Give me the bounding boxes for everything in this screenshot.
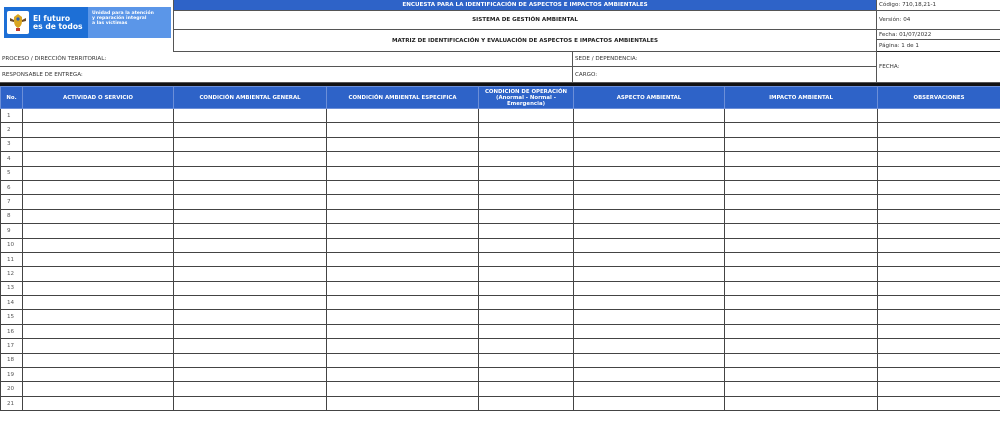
col-observations-cell[interactable]	[878, 368, 1000, 382]
table-row	[1, 281, 1000, 295]
col-activity-cell[interactable]	[23, 152, 174, 166]
table-row	[1, 180, 1000, 194]
row-number: 16	[1, 324, 23, 338]
col-environmental-aspect-cell[interactable]	[574, 209, 725, 223]
col-specific-condition-cell[interactable]	[327, 152, 479, 166]
table-row	[1, 152, 1000, 166]
col-observations-cell[interactable]	[878, 224, 1000, 238]
table-row	[1, 353, 1000, 367]
table-row	[1, 296, 1000, 310]
col-environmental-aspect-cell[interactable]	[574, 267, 725, 281]
col-operation-condition-cell[interactable]	[479, 324, 574, 338]
col-general-condition-cell[interactable]	[174, 224, 327, 238]
col-observations-cell[interactable]	[878, 339, 1000, 353]
document-code: Código: 710,18,21-1	[877, 0, 1000, 11]
col-specific-condition-cell[interactable]	[327, 137, 479, 151]
col-environmental-aspect-cell[interactable]	[574, 123, 725, 137]
col-environmental-impact-cell[interactable]	[725, 209, 878, 223]
row-number: 2	[1, 123, 23, 137]
col-general-condition-cell[interactable]	[174, 396, 327, 410]
row-number: 7	[1, 195, 23, 209]
col-operation-condition-cell[interactable]	[479, 166, 574, 180]
col-specific-condition-cell[interactable]	[327, 166, 479, 180]
col-activity-cell[interactable]	[23, 324, 174, 338]
logo-unit-block	[88, 7, 171, 38]
col-operation-condition-cell[interactable]	[479, 267, 574, 281]
col-environmental-impact-cell[interactable]	[725, 310, 878, 324]
row-number: 17	[1, 339, 23, 353]
col-environmental-impact-cell[interactable]	[725, 339, 878, 353]
row-number: 9	[1, 224, 23, 238]
col-environmental-aspect-cell[interactable]	[574, 166, 725, 180]
col-observations-cell[interactable]	[878, 382, 1000, 396]
col-activity-cell[interactable]	[23, 368, 174, 382]
sede-field[interactable]: SEDE / DEPENDENCIA:	[573, 52, 877, 67]
col-environmental-aspect-cell[interactable]	[574, 252, 725, 266]
col-environmental-impact-cell[interactable]	[725, 382, 878, 396]
col-observations-cell[interactable]	[878, 296, 1000, 310]
coat-of-arms-icon	[7, 11, 29, 34]
table-row	[1, 224, 1000, 238]
col-operation-condition-cell[interactable]	[479, 137, 574, 151]
logo-slogan	[33, 15, 83, 31]
col-general-condition-cell[interactable]	[174, 339, 327, 353]
table-row	[1, 123, 1000, 137]
col-environmental-impact-cell[interactable]	[725, 396, 878, 410]
col-operation-condition-cell[interactable]	[479, 396, 574, 410]
col-specific-condition-cell[interactable]	[327, 368, 479, 382]
col-environmental-impact-cell[interactable]	[725, 281, 878, 295]
table-row	[1, 339, 1000, 353]
col-environmental-aspect-cell[interactable]	[574, 324, 725, 338]
col-specific-condition-cell[interactable]	[327, 339, 479, 353]
col-observations-cell[interactable]	[878, 281, 1000, 295]
row-number: 5	[1, 166, 23, 180]
system-title: SISTEMA DE GESTIÓN AMBIENTAL	[173, 11, 877, 30]
table-row	[1, 238, 1000, 252]
col-general-condition-cell[interactable]	[174, 382, 327, 396]
col-environmental-aspect-cell[interactable]	[574, 195, 725, 209]
col-environmental-impact-cell[interactable]	[725, 224, 878, 238]
col-observations-cell[interactable]	[878, 195, 1000, 209]
row-number: 21	[1, 396, 23, 410]
col-general-condition-cell[interactable]	[174, 123, 327, 137]
col-activity-cell[interactable]	[23, 123, 174, 137]
row-number: 10	[1, 238, 23, 252]
col-environmental-aspect-cell[interactable]	[574, 296, 725, 310]
col-activity-cell[interactable]	[23, 267, 174, 281]
col-activity-header: ACTIVIDAD O SERVICIO	[23, 87, 174, 109]
col-observations-cell[interactable]	[878, 353, 1000, 367]
col-specific-condition-cell[interactable]	[327, 224, 479, 238]
row-number: 4	[1, 152, 23, 166]
col-environmental-impact-cell[interactable]	[725, 180, 878, 194]
col-environmental-aspect-cell[interactable]	[574, 353, 725, 367]
row-number: 13	[1, 281, 23, 295]
col-operation-condition-cell[interactable]	[479, 252, 574, 266]
col-environmental-aspect-cell[interactable]	[574, 310, 725, 324]
col-environmental-aspect-cell[interactable]	[574, 109, 725, 123]
logo-brand-block	[4, 7, 88, 38]
col-general-condition-cell[interactable]	[174, 109, 327, 123]
col-general-condition-cell[interactable]	[174, 152, 327, 166]
col-observations-cell[interactable]	[878, 180, 1000, 194]
col-activity-cell[interactable]	[23, 353, 174, 367]
col-observations-cell[interactable]	[878, 166, 1000, 180]
col-observations-cell[interactable]	[878, 137, 1000, 151]
table-row	[1, 382, 1000, 396]
col-environmental-impact-cell[interactable]	[725, 152, 878, 166]
col-operation-condition-cell[interactable]	[479, 224, 574, 238]
col-activity-cell[interactable]	[23, 209, 174, 223]
survey-title: ENCUESTA PARA LA IDENTIFICACIÓN DE ASPECTOS E IMPACTOS AMBIENTALES	[173, 0, 877, 11]
table-row	[1, 368, 1000, 382]
col-operation-condition-cell[interactable]	[479, 353, 574, 367]
table-row	[1, 137, 1000, 151]
col-number-header: No.	[1, 87, 23, 109]
col-specific-condition-cell[interactable]	[327, 296, 479, 310]
col-specific-condition-cell[interactable]	[327, 281, 479, 295]
info-block	[0, 52, 1000, 83]
table-row	[1, 252, 1000, 266]
col-observations-header: OBSERVACIONES	[878, 87, 1000, 109]
col-operation-condition-cell[interactable]	[479, 180, 574, 194]
col-activity-cell[interactable]	[23, 252, 174, 266]
col-activity-cell[interactable]	[23, 339, 174, 353]
col-general-condition-cell[interactable]	[174, 238, 327, 252]
col-environmental-impact-cell[interactable]	[725, 109, 878, 123]
col-observations-cell[interactable]	[878, 152, 1000, 166]
col-general-condition-cell[interactable]	[174, 324, 327, 338]
table-row	[1, 209, 1000, 223]
col-observations-cell[interactable]	[878, 238, 1000, 252]
logo-unit-line2: y reparación integral	[92, 16, 147, 22]
col-observations-cell[interactable]	[878, 310, 1000, 324]
col-environmental-impact-header: IMPACTO AMBIENTAL	[725, 87, 878, 109]
col-observations-cell[interactable]	[878, 396, 1000, 410]
col-specific-condition-cell[interactable]	[327, 396, 479, 410]
table-row	[1, 310, 1000, 324]
col-general-condition-cell[interactable]	[174, 281, 327, 295]
row-number: 11	[1, 252, 23, 266]
table-header-row	[1, 87, 1000, 109]
col-environmental-aspect-cell[interactable]	[574, 368, 725, 382]
document-version: Versión: 04	[877, 11, 1000, 30]
col-activity-cell[interactable]	[23, 224, 174, 238]
col-operation-condition-cell[interactable]	[479, 382, 574, 396]
col-general-condition-header: CONDICIÓN AMBIENTAL GENERAL	[174, 87, 327, 109]
fecha-field[interactable]: FECHA:	[877, 52, 1000, 83]
col-general-condition-cell[interactable]	[174, 166, 327, 180]
col-environmental-aspect-cell[interactable]	[574, 339, 725, 353]
col-general-condition-cell[interactable]	[174, 137, 327, 151]
col-general-condition-cell[interactable]	[174, 368, 327, 382]
col-general-condition-cell[interactable]	[174, 209, 327, 223]
col-general-condition-cell[interactable]	[174, 267, 327, 281]
col-operation-condition-header: CONDICION DE OPERACIÓN (Anormal - Normal - Emergencia)	[479, 87, 574, 109]
col-operation-condition-cell[interactable]	[479, 209, 574, 223]
col-operation-condition-cell[interactable]	[479, 310, 574, 324]
col-environmental-aspect-cell[interactable]	[574, 396, 725, 410]
col-specific-condition-cell[interactable]	[327, 267, 479, 281]
row-number: 1	[1, 109, 23, 123]
col-general-condition-cell[interactable]	[174, 310, 327, 324]
col-environmental-impact-cell[interactable]	[725, 137, 878, 151]
col-specific-condition-header: CONDICIÓN AMBIENTAL ESPECIFICA	[327, 87, 479, 109]
table-body	[1, 109, 1000, 411]
table-row	[1, 267, 1000, 281]
row-number: 8	[1, 209, 23, 223]
col-operation-condition-cell[interactable]	[479, 123, 574, 137]
col-specific-condition-cell[interactable]	[327, 382, 479, 396]
col-specific-condition-cell[interactable]	[327, 195, 479, 209]
cargo-field[interactable]: CARGO:	[573, 67, 877, 83]
col-activity-cell[interactable]	[23, 109, 174, 123]
row-number: 6	[1, 180, 23, 194]
responsable-field[interactable]: RESPONSABLE DE ENTREGA:	[0, 67, 573, 83]
col-environmental-impact-cell[interactable]	[725, 296, 878, 310]
col-environmental-impact-cell[interactable]	[725, 238, 878, 252]
table-row	[1, 324, 1000, 338]
col-specific-condition-cell[interactable]	[327, 109, 479, 123]
col-environmental-aspect-cell[interactable]	[574, 238, 725, 252]
logo-slogan-line1: El futuro	[33, 13, 71, 23]
col-specific-condition-cell[interactable]	[327, 310, 479, 324]
col-specific-condition-cell[interactable]	[327, 123, 479, 137]
row-number: 3	[1, 137, 23, 151]
matrix-title: MATRIZ DE IDENTIFICACIÓN Y EVALUACIÓN DE ASPECTOS E IMPACTOS AMBIENTALES	[173, 30, 877, 52]
col-specific-condition-cell[interactable]	[327, 353, 479, 367]
logo-unit-line1: Unidad para la atención	[92, 11, 154, 16]
col-observations-cell[interactable]	[878, 252, 1000, 266]
row-number: 19	[1, 368, 23, 382]
col-operation-condition-cell[interactable]	[479, 296, 574, 310]
col-operation-condition-cell[interactable]	[479, 368, 574, 382]
col-environmental-impact-cell[interactable]	[725, 267, 878, 281]
table-row	[1, 396, 1000, 410]
col-environmental-aspect-header: ASPECTO AMBIENTAL	[574, 87, 725, 109]
logo-slogan-line2: es de todos	[33, 21, 83, 31]
row-number: 20	[1, 382, 23, 396]
col-activity-cell[interactable]	[23, 382, 174, 396]
col-activity-cell[interactable]	[23, 195, 174, 209]
logo-unit-line3: a las víctimas	[92, 21, 128, 27]
col-operation-condition-cell[interactable]	[479, 281, 574, 295]
col-observations-cell[interactable]	[878, 109, 1000, 123]
col-specific-condition-cell[interactable]	[327, 252, 479, 266]
col-activity-cell[interactable]	[23, 296, 174, 310]
col-general-condition-cell[interactable]	[174, 296, 327, 310]
col-general-condition-cell[interactable]	[174, 252, 327, 266]
col-environmental-impact-cell[interactable]	[725, 353, 878, 367]
col-activity-cell[interactable]	[23, 396, 174, 410]
col-environmental-aspect-cell[interactable]	[574, 137, 725, 151]
col-general-condition-cell[interactable]	[174, 180, 327, 194]
col-environmental-aspect-cell[interactable]	[574, 382, 725, 396]
col-environmental-aspect-cell[interactable]	[574, 281, 725, 295]
table-row	[1, 166, 1000, 180]
row-number: 12	[1, 267, 23, 281]
col-environmental-impact-cell[interactable]	[725, 195, 878, 209]
col-specific-condition-cell[interactable]	[327, 324, 479, 338]
table-row	[1, 195, 1000, 209]
col-activity-cell[interactable]	[23, 137, 174, 151]
col-environmental-aspect-cell[interactable]	[574, 180, 725, 194]
row-number: 18	[1, 353, 23, 367]
row-number: 14	[1, 296, 23, 310]
col-operation-condition-cell[interactable]	[479, 238, 574, 252]
col-specific-condition-cell[interactable]	[327, 238, 479, 252]
col-environmental-aspect-cell[interactable]	[574, 224, 725, 238]
col-observations-cell[interactable]	[878, 324, 1000, 338]
col-activity-cell[interactable]	[23, 166, 174, 180]
proceso-field[interactable]: PROCESO / DIRECCIÓN TERRITORIAL:	[0, 52, 573, 67]
logo-cell	[0, 0, 173, 52]
col-environmental-impact-cell[interactable]	[725, 324, 878, 338]
row-number: 15	[1, 310, 23, 324]
col-general-condition-cell[interactable]	[174, 195, 327, 209]
col-activity-cell[interactable]	[23, 281, 174, 295]
document-page: Página: 1 de 1	[877, 40, 1000, 52]
col-operation-condition-cell[interactable]	[479, 195, 574, 209]
col-specific-condition-cell[interactable]	[327, 180, 479, 194]
col-observations-cell[interactable]	[878, 123, 1000, 137]
col-activity-cell[interactable]	[23, 180, 174, 194]
col-activity-cell[interactable]	[23, 238, 174, 252]
document-header	[0, 0, 1000, 52]
table-row	[1, 109, 1000, 123]
document-date: Fecha: 01/07/2022	[877, 30, 1000, 40]
col-operation-condition-cell[interactable]	[479, 109, 574, 123]
col-operation-condition-cell[interactable]	[479, 152, 574, 166]
col-general-condition-cell[interactable]	[174, 353, 327, 367]
col-environmental-impact-cell[interactable]	[725, 368, 878, 382]
col-observations-cell[interactable]	[878, 209, 1000, 223]
col-environmental-aspect-cell[interactable]	[574, 152, 725, 166]
col-specific-condition-cell[interactable]	[327, 209, 479, 223]
col-observations-cell[interactable]	[878, 267, 1000, 281]
col-environmental-impact-cell[interactable]	[725, 123, 878, 137]
col-activity-cell[interactable]	[23, 310, 174, 324]
col-operation-condition-cell[interactable]	[479, 339, 574, 353]
organization-logo	[4, 7, 171, 38]
col-environmental-impact-cell[interactable]	[725, 166, 878, 180]
col-environmental-impact-cell[interactable]	[725, 252, 878, 266]
aspects-matrix-table	[0, 86, 1000, 411]
